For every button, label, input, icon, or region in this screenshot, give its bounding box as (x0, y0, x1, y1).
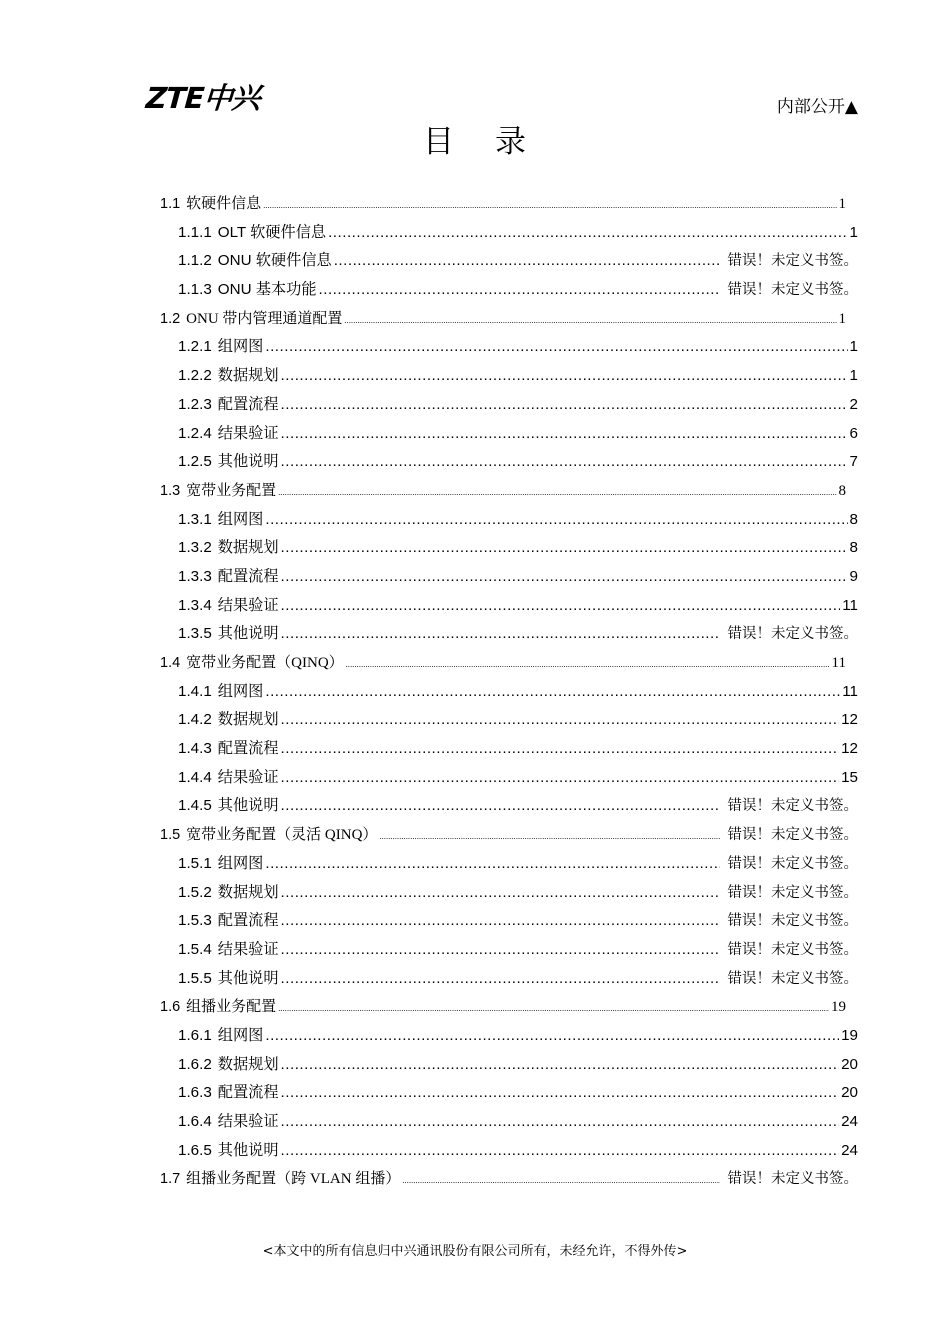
toc-entry-title: 组播业务配置（跨 VLAN 组播） (186, 1171, 401, 1188)
toc-entry-title: 宽带业务配置 (186, 482, 277, 499)
toc-entry[interactable] (160, 881, 858, 910)
toc-entry[interactable] (160, 249, 858, 278)
toc-entry[interactable] (160, 708, 858, 737)
toc-entry-title: 组网图 (217, 338, 264, 356)
toc-entry[interactable] (160, 1139, 858, 1168)
toc-entry[interactable] (160, 594, 858, 623)
toc-entry-page: 8 (849, 510, 858, 528)
toc-dot-leader (281, 884, 720, 901)
toc-entry[interactable] (160, 823, 858, 852)
toc-dot-leader (281, 970, 720, 987)
toc-dot-leader (281, 1084, 840, 1101)
title-char-1: 目 (423, 124, 455, 160)
toc-dot-leader (281, 1113, 840, 1130)
toc-entry-number: 1.1.3 (178, 281, 212, 299)
toc-entry-number: 1.3 (160, 482, 181, 499)
toc-entry-number: 1.5 (160, 827, 181, 844)
toc-dot-leader (281, 797, 720, 814)
toc-entry-number: 1.2.3 (178, 395, 212, 413)
toc-entry-title: 结果验证 (217, 1113, 279, 1130)
toc-entry[interactable] (160, 938, 858, 967)
toc-dot-leader (281, 568, 848, 585)
copyright-footer: <本文中的所有信息归中兴通讯股份有限公司所有，未经允许，不得外传> (262, 1244, 688, 1259)
toc-dot-leader (281, 912, 720, 929)
toc-entry[interactable] (160, 766, 858, 795)
toc-entry-number: 1.6.1 (178, 1026, 212, 1044)
classification-label: 内部公开▲ (776, 97, 858, 117)
toc-entry-number: 1.6.2 (178, 1055, 212, 1073)
toc-entry-page: 1 (849, 367, 858, 385)
toc-entry-page: 错误！未定义书签。 (727, 253, 858, 270)
toc-dot-leader (265, 855, 719, 872)
zte-logo (146, 78, 260, 114)
toc-entry[interactable] (160, 680, 858, 709)
toc-dot-leader (281, 597, 841, 614)
toc-entry-page: 错误！未定义书签。 (727, 913, 858, 930)
toc-entry-page: 错误！未定义书签。 (727, 282, 858, 299)
toc-entry-page: 1 (838, 310, 846, 327)
toc-entry[interactable] (160, 393, 858, 422)
toc-entry-title: 其他说明 (217, 1141, 279, 1159)
toc-entry-page: 错误！未定义书签。 (727, 941, 858, 958)
toc-entry[interactable] (160, 967, 858, 996)
toc-entry[interactable] (160, 307, 858, 336)
toc-entry[interactable] (160, 995, 858, 1024)
toc-entry-title: 配置流程 (217, 567, 279, 585)
toc-entry-title: 组网图 (217, 854, 264, 872)
toc-entry[interactable] (160, 278, 858, 307)
toc-entry-title: 其他说明 (217, 969, 279, 987)
toc-entry[interactable] (160, 364, 858, 393)
toc-entry-number: 1.4.2 (178, 711, 212, 729)
toc-dot-leader (281, 539, 848, 556)
toc-entry-number: 1.3.4 (178, 596, 212, 614)
toc-entry-page: 8 (838, 482, 846, 499)
toc-entry[interactable] (160, 565, 858, 594)
toc-dot-leader (344, 316, 836, 325)
toc-entry[interactable] (160, 794, 858, 823)
toc-entry[interactable] (160, 450, 858, 479)
toc-entry-number: 1.1 (160, 196, 181, 212)
toc-entry-title: 结果验证 (217, 596, 279, 614)
toc-entry-page: 9 (849, 567, 858, 585)
toc-entry-page: 12 (841, 711, 858, 729)
toc-entry-number: 1.4.5 (178, 797, 212, 815)
toc-entry-page: 11 (842, 596, 858, 614)
toc-entry-page: 24 (841, 1141, 858, 1159)
toc-dot-leader (281, 769, 840, 786)
toc-entry-number: 1.5.1 (178, 854, 212, 872)
toc-dot-leader (281, 625, 720, 642)
toc-entry[interactable] (160, 479, 858, 508)
toc-entry[interactable] (160, 335, 858, 364)
toc-dot-leader (281, 740, 840, 757)
toc-entry-number: 1.1.2 (178, 252, 212, 270)
toc-entry-number: 1.5.5 (178, 969, 212, 987)
toc-entry[interactable] (160, 852, 858, 881)
toc-entry-number: 1.6 (160, 999, 181, 1016)
toc-entry-number: 1.2.4 (178, 424, 212, 442)
toc-dot-leader (346, 660, 830, 669)
toc-entry-title: 其他说明 (217, 797, 279, 815)
toc-dot-leader (263, 201, 836, 210)
toc-dot-leader (265, 683, 840, 700)
toc-entry-page: 19 (841, 1026, 858, 1044)
toc-entry-number: 1.4.4 (178, 768, 212, 786)
toc-entry-page: 2 (849, 395, 858, 413)
toc-entry-page: 错误！未定义书签。 (727, 855, 858, 872)
toc-entry-page: 15 (841, 768, 858, 786)
page-title (0, 116, 950, 161)
toc-dot-leader (334, 252, 720, 269)
toc-entry[interactable] (160, 1053, 858, 1082)
toc-entry[interactable] (160, 1024, 858, 1053)
toc-entry[interactable] (160, 909, 858, 938)
toc-dot-leader (402, 1176, 719, 1185)
toc-dot-leader (265, 1027, 839, 1044)
toc-entry-number: 1.2 (160, 310, 181, 327)
toc-entry[interactable] (160, 1167, 858, 1196)
toc-entry-number: 1.5.2 (178, 883, 212, 901)
toc-dot-leader (278, 488, 836, 497)
toc-dot-leader (379, 832, 719, 841)
toc-entry-page: 1 (838, 196, 846, 212)
toc-entry-title: 数据规划 (217, 711, 279, 729)
toc-entry-page: 错误！未定义书签。 (727, 884, 858, 901)
toc-entry-number: 1.7 (160, 1171, 181, 1188)
toc-dot-leader (281, 453, 848, 470)
toc-entry-page: 1 (849, 223, 858, 241)
toc-entry-title: 组网图 (217, 682, 264, 700)
toc-entry-page: 11 (842, 682, 858, 700)
toc-entry-title: 配置流程 (217, 912, 279, 930)
toc-entry-page: 20 (841, 1055, 858, 1073)
toc-entry-title: 结果验证 (217, 424, 279, 442)
toc-entry-number: 1.2.1 (178, 338, 212, 356)
toc-entry-number: 1.6.3 (178, 1084, 212, 1102)
toc-entry-page: 12 (841, 740, 858, 758)
toc-entry[interactable] (160, 192, 858, 221)
toc-entry-page: 错误！未定义书签。 (727, 626, 858, 643)
toc-dot-leader (281, 711, 840, 728)
toc-entry-title: 结果验证 (217, 940, 279, 958)
toc-entry-title: 结果验证 (217, 768, 279, 786)
title-char-2: 录 (495, 124, 527, 160)
toc-entry-number: 1.4.3 (178, 740, 212, 758)
toc-entry-number: 1.5.4 (178, 940, 212, 958)
toc-dot-leader (328, 224, 847, 241)
toc-entry-title: ONU 基本功能 (217, 281, 317, 299)
toc-entry-title: ONU 带内管理通道配置 (186, 310, 343, 327)
toc-entry-title: 组网图 (217, 510, 264, 528)
toc-entry-page: 1 (849, 338, 858, 356)
toc-entry-number: 1.2.5 (178, 453, 212, 471)
toc-entry-title: 数据规划 (217, 539, 279, 557)
toc-entry-number: 1.5.3 (178, 912, 212, 930)
toc-entry-page: 错误！未定义书签。 (727, 827, 858, 844)
toc-entry[interactable] (160, 1081, 858, 1110)
toc-entry-title: OLT 软硬件信息 (217, 223, 327, 241)
toc-entry-page: 7 (849, 453, 858, 471)
toc-entry-title: 配置流程 (217, 1084, 279, 1102)
toc-entry-page: 11 (831, 655, 846, 671)
toc-entry-page: 8 (849, 539, 858, 557)
toc-entry[interactable] (160, 508, 858, 537)
toc-entry[interactable] (160, 422, 858, 451)
toc-entry-title: 数据规划 (217, 367, 279, 385)
toc-entry-title: 组网图 (217, 1026, 264, 1044)
toc-entry-title: 配置流程 (217, 740, 279, 758)
toc-entry-title: 宽带业务配置（灵活 QINQ） (186, 827, 378, 844)
toc-dot-leader (319, 281, 720, 298)
toc-entry-page: 错误！未定义书签。 (727, 970, 858, 987)
toc-entry-number: 1.3.1 (178, 510, 212, 528)
toc-entry-number: 1.4.1 (178, 682, 212, 700)
logo-text: ZTE中兴 (144, 80, 261, 115)
toc-entry[interactable] (160, 622, 858, 651)
toc-entry-number: 1.6.5 (178, 1141, 212, 1159)
toc-entry-title: 组播业务配置 (186, 999, 277, 1016)
toc-entry-title: 其他说明 (217, 625, 279, 643)
toc-dot-leader (278, 1004, 829, 1013)
toc-entry-title: 宽带业务配置（QINQ） (186, 655, 344, 671)
toc-entry-title: 配置流程 (217, 395, 279, 413)
toc-dot-leader (281, 367, 848, 384)
toc-dot-leader (281, 1142, 840, 1159)
table-of-contents (160, 192, 858, 1196)
toc-entry-number: 1.1.1 (178, 223, 212, 241)
toc-dot-leader (281, 396, 848, 413)
toc-dot-leader (281, 1056, 840, 1073)
toc-entry-title: 其他说明 (217, 453, 279, 471)
toc-entry-title: 软硬件信息 (186, 196, 262, 212)
toc-entry-number: 1.3.3 (178, 567, 212, 585)
toc-entry-number: 1.3.5 (178, 625, 212, 643)
toc-dot-leader (265, 338, 847, 355)
toc-entry-page: 24 (841, 1113, 858, 1130)
toc-entry[interactable] (160, 651, 858, 680)
toc-entry[interactable] (160, 737, 858, 766)
toc-entry-title: ONU 软硬件信息 (217, 252, 332, 270)
toc-entry-page: 6 (849, 424, 858, 442)
toc-entry-page: 19 (831, 999, 846, 1016)
toc-entry[interactable] (160, 536, 858, 565)
toc-entry-page: 20 (841, 1084, 858, 1102)
toc-entry-number: 1.6.4 (178, 1113, 212, 1130)
toc-entry[interactable] (160, 221, 858, 250)
toc-entry-title: 数据规划 (217, 1055, 279, 1073)
toc-entry-number: 1.4 (160, 655, 181, 671)
toc-entry-number: 1.3.2 (178, 539, 212, 557)
toc-entry[interactable] (160, 1110, 858, 1139)
toc-entry-page: 错误！未定义书签。 (727, 798, 858, 815)
toc-dot-leader (281, 941, 720, 958)
toc-dot-leader (281, 425, 848, 442)
toc-entry-title: 数据规划 (217, 883, 279, 901)
toc-dot-leader (265, 511, 847, 528)
toc-entry-page: 错误！未定义书签。 (727, 1171, 858, 1188)
toc-entry-number: 1.2.2 (178, 367, 212, 385)
